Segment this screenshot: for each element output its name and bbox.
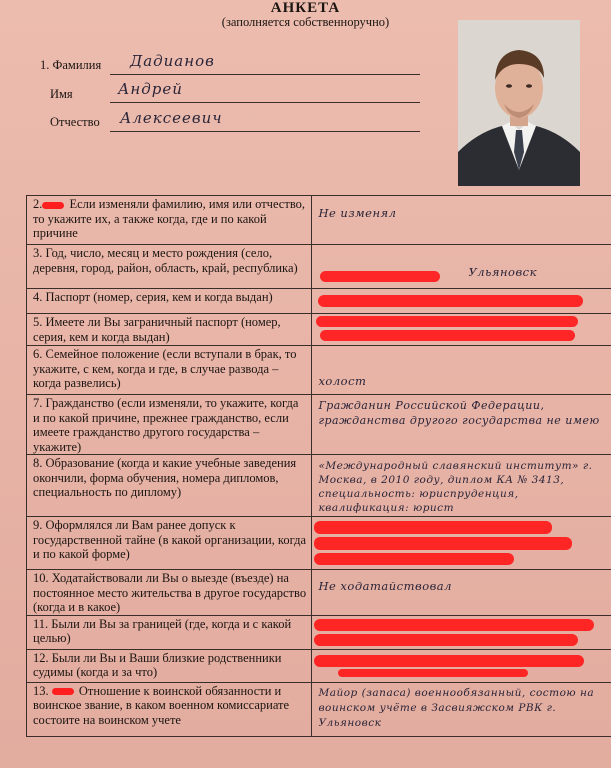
answer-text: Не ходатайствовал: [318, 579, 452, 593]
answer-cell: [312, 346, 611, 395]
redaction-bar: [314, 537, 572, 550]
row-number: 6.: [33, 347, 43, 361]
document-title: АНКЕТА: [270, 0, 341, 16]
table-row: [27, 455, 611, 517]
redaction-bar: [320, 271, 440, 282]
redaction-bar: [338, 669, 528, 677]
table-row: [27, 196, 611, 245]
redaction-bar: [320, 330, 575, 341]
redaction-mark: [42, 202, 64, 209]
answer-cell: [312, 289, 611, 314]
question-text: Паспорт (номер, серия, кем и когда выдан): [45, 290, 273, 304]
answer-text: холост: [318, 374, 367, 388]
table-row: [27, 346, 611, 395]
question-text: Были ли Вы за границей (где, когда и с какой целью): [33, 616, 292, 645]
name-value: Андрей: [118, 80, 183, 98]
question-cell: [27, 395, 312, 455]
document-subtitle: (заполняется собственноручно): [221, 15, 390, 29]
question-cell: [27, 649, 312, 682]
portrait-photo: [458, 20, 580, 186]
questionnaire-table: [26, 195, 611, 737]
table-row: [27, 289, 611, 314]
question-cell: [27, 615, 312, 649]
table-row: [27, 649, 611, 682]
answer-cell: [312, 682, 611, 736]
answer-cell: [312, 649, 611, 682]
question-text: Гражданство (если изменяли, то укажите, когда и по какой причине, прежнее гражданство, если имеете гражданство другого государства – укажите): [33, 396, 299, 454]
table-row: [27, 245, 611, 289]
question-text: Если изменяли фамилию, имя или отчество, то укажите их, а также когда, где и по какой причине: [33, 197, 306, 240]
question-cell: [27, 346, 312, 395]
question-cell: [27, 682, 312, 736]
table-row: [27, 517, 611, 570]
surname-label: 1. Фамилия: [40, 58, 102, 72]
redaction-bar: [314, 634, 578, 646]
table-row: [27, 395, 611, 455]
question-cell: [27, 245, 312, 289]
row-number: 13.: [33, 683, 49, 698]
table-row: [27, 682, 611, 736]
question-cell: [27, 455, 312, 517]
redaction-bar: [314, 521, 552, 534]
table-row: [27, 570, 611, 616]
question-text: Год, число, месяц и место рождения (село, деревня, город, район, область, край, республика): [33, 246, 298, 275]
question-text: Ходатайствовали ли Вы о выезде (въезде) на постоянное место жительства в другое государство (когда и в какое): [33, 571, 307, 614]
surname-line: [110, 74, 420, 75]
question-text: Отношение к воинской обязанности и воинское звание, в каком военном комиссариате состоите на воинском учете: [33, 683, 290, 727]
question-text: Семейное положение (если вступали в брак, то укажите, с кем, когда и где, в случае развода – когда развелись): [33, 347, 297, 390]
name-label: Имя: [50, 87, 73, 101]
name-line: [110, 102, 420, 103]
row-number: 3.: [33, 246, 43, 260]
row-number: 7.: [33, 396, 43, 410]
table-row: [27, 615, 611, 649]
answer-text: «Международный славянский институт» г. Москва, в 2010 году, диплом КА № 3413, специальность: юриспруденция, квалификация: юрист: [318, 460, 593, 514]
answer-cell: [312, 314, 611, 346]
row-number: 9.: [33, 518, 43, 532]
row-number: 11.: [33, 616, 49, 631]
question-text: Были ли Вы и Ваши близкие родственники судимы (когда и за что): [33, 650, 282, 679]
redaction-bar: [314, 655, 584, 667]
question-text: Образование (когда и какие учебные заведения окончили, форма обучения, номера дипломов, специальность по диплому): [33, 456, 297, 499]
answer-cell: [312, 455, 611, 517]
portrait-photo-icon: [458, 20, 580, 186]
answer-text: Не изменял: [318, 206, 397, 220]
answer-text: Ульяновск: [468, 265, 537, 279]
answer-cell: [312, 517, 611, 570]
redaction-bar: [318, 295, 583, 307]
question-text: Оформлялся ли Вам ранее допуск к государственной тайне (в какой организации, когда и по какой форме): [33, 518, 307, 561]
surname-value: Дадианов: [130, 52, 215, 70]
answer-cell: [312, 395, 611, 455]
answer-cell: [312, 615, 611, 649]
question-cell: [27, 196, 312, 245]
row-number: 10.: [33, 571, 49, 585]
answer-cell: [312, 570, 611, 616]
redaction-bar: [314, 619, 594, 631]
patronymic-line: [110, 131, 420, 132]
question-cell: [27, 517, 312, 570]
answer-cell: [312, 196, 611, 245]
row-number: 5.: [33, 315, 43, 329]
answer-text: Гражданин Российской Федерации, гражданства другого государства не имею: [318, 399, 600, 427]
answer-text: Майор (запаса) военнообязанный, состою на воинском учёте в Засвияжском РВК г. Ульяновск: [318, 686, 595, 729]
redaction-bar: [314, 553, 514, 565]
question-text: Имеете ли Вы заграничный паспорт (номер, серия, кем и когда выдан): [33, 315, 281, 344]
redaction-mark: [52, 688, 74, 695]
question-cell: [27, 289, 312, 314]
row-number: 4.: [33, 290, 43, 304]
row-number: 2.: [33, 197, 43, 211]
question-cell: [27, 314, 312, 346]
redaction-bar: [316, 316, 578, 327]
question-cell: [27, 570, 312, 616]
row-number: 8.: [33, 456, 43, 470]
patronymic-label: Отчество: [50, 115, 100, 129]
table-row: [27, 314, 611, 346]
row-number: 12.: [33, 650, 49, 665]
answer-cell: [312, 245, 611, 289]
patronymic-value: Алексеевич: [120, 109, 223, 127]
